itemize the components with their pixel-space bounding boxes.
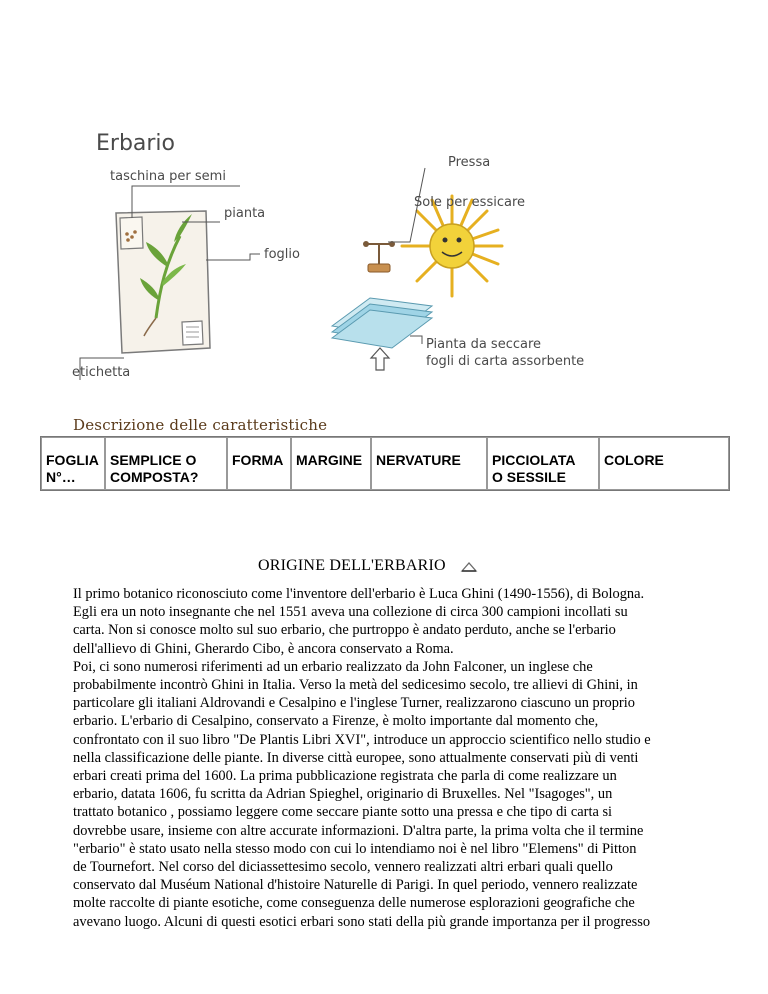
characteristics-table bbox=[40, 436, 730, 491]
herbarium-illustration bbox=[70, 118, 630, 400]
body-text bbox=[73, 585, 723, 931]
header-line: SEMPLICE O bbox=[110, 452, 197, 468]
description-title: Descrizione delle caratteristiche bbox=[73, 416, 328, 434]
table-header-row bbox=[41, 437, 729, 490]
header-line: MARGINE bbox=[296, 452, 363, 468]
header-line: FOGLIA bbox=[46, 452, 99, 468]
label-sheet: foglio bbox=[264, 247, 300, 262]
label-plant: pianta bbox=[224, 206, 266, 221]
header-line: N°… bbox=[46, 469, 76, 485]
body-line: erbari creati prima del 1600. La prima pubblicazione registrata che parla di come realizzare un bbox=[73, 768, 617, 785]
label-plant-to-dry: Pianta da seccare bbox=[426, 337, 542, 352]
header-line: COMPOSTA? bbox=[110, 469, 199, 485]
body-line: trattato botanico , possiamo leggere come seccare piante sotto una pressa e che tipo di carta si bbox=[73, 804, 613, 821]
body-line: erbario. L'erbario di Cesalpino, conservato a Firenze, è molto importante dal momento che, bbox=[73, 713, 599, 730]
body-line: Poi, ci sono numerosi riferimenti ad un erbario realizzato da John Falconer, un inglese che bbox=[73, 658, 593, 675]
body-line: Il primo botanico riconosciuto come l'inventore dell'erbario è Luca Ghini (1490-1556), di Bologna. bbox=[73, 586, 645, 602]
body-line: "erbario" è stato usato nella stesso modo con cui lo intendiamo noi è nel libro "Elemens" di Pitton bbox=[73, 840, 637, 857]
blotting-paper-icon bbox=[332, 298, 432, 348]
header-line: O SESSILE bbox=[492, 469, 566, 485]
sun-icon bbox=[402, 196, 502, 296]
label-sun: Sole per essicare bbox=[414, 195, 526, 210]
label-press: Pressa bbox=[448, 155, 491, 170]
header-line: FORMA bbox=[232, 452, 284, 468]
up-triangle-icon[interactable] bbox=[460, 561, 478, 573]
label-seed-pocket: taschina per semi bbox=[110, 169, 226, 184]
header-line: NERVATURE bbox=[376, 452, 461, 468]
header-forma bbox=[227, 437, 291, 490]
body-line: Egli era un noto insegnante che nel 1551 aveva una collezione di circa 300 campioni incollati su bbox=[73, 604, 628, 621]
header-nervature bbox=[371, 437, 487, 490]
body-line: conservato dal Muséum National d'histoire Naturelle di Parigi. In quel periodo, vennero realizzate bbox=[73, 877, 638, 894]
header-semplice-composta bbox=[105, 437, 227, 490]
header-foglia bbox=[41, 437, 105, 490]
body-line: probabilmente incontrò Ghini in Italia. Verso la metà del sedicesimo secolo, tre allievi di Ghini, in bbox=[73, 677, 638, 694]
body-line: dovrebbe usare, insieme con altre accurate informazioni. D'altra parte, la prima volta che il termine bbox=[73, 822, 644, 839]
body-line: confrontato con il suo libro "De Plantis Libri XVI", introduce un approccio scientifico nello studio e bbox=[73, 731, 651, 748]
header-colore bbox=[599, 437, 729, 490]
body-line: particolare gli italiani Aldrovandi e Cesalpino e l'inglese Turner, realizzarono ciascuno un proprio bbox=[73, 695, 635, 712]
section-title-origine: ORIGINE DELL'ERBARIO bbox=[258, 557, 446, 574]
header-picciolata-sessile bbox=[487, 437, 599, 490]
illustration-title: Erbario bbox=[96, 131, 176, 156]
label-etichetta: etichetta bbox=[72, 365, 131, 380]
body-line: erbario, datata 1606, fu scritta da Adrian Spieghel, originario di Bruxelles. Nel "Isagoges", un bbox=[73, 786, 613, 803]
body-line: de Tournefort. Nel corso del diciassettesimo secolo, vennero realizzati altri erbari quali quello bbox=[73, 859, 613, 876]
body-line: nella classificazione delle piante. In diverse città europee, sono attualmente conservati più di venti bbox=[73, 749, 639, 766]
press-icon bbox=[363, 241, 395, 272]
body-line: carta. Non si conosce molto sul suo erbario, che purtroppo è andato perduto, anche se l'erbario bbox=[73, 622, 616, 639]
body-line: avevano luogo. Alcuni di questi esotici erbari sono stati della più grande importanza per il progresso bbox=[73, 913, 651, 930]
arrow-up-icon bbox=[371, 348, 389, 370]
label-blotting-paper: fogli di carta assorbente bbox=[426, 354, 585, 369]
header-line: COLORE bbox=[604, 452, 664, 468]
body-line: molte raccolte di piante esotiche, come conseguenza delle numerose esplorazioni geografiche che bbox=[73, 895, 635, 912]
body-line: dell'allievo di Ghini, Gherardo Cibo, è ancora conservato a Roma. bbox=[73, 640, 454, 657]
herbarium-sheet-icon bbox=[116, 211, 210, 353]
header-line: PICCIOLATA bbox=[492, 452, 576, 468]
header-margine bbox=[291, 437, 371, 490]
